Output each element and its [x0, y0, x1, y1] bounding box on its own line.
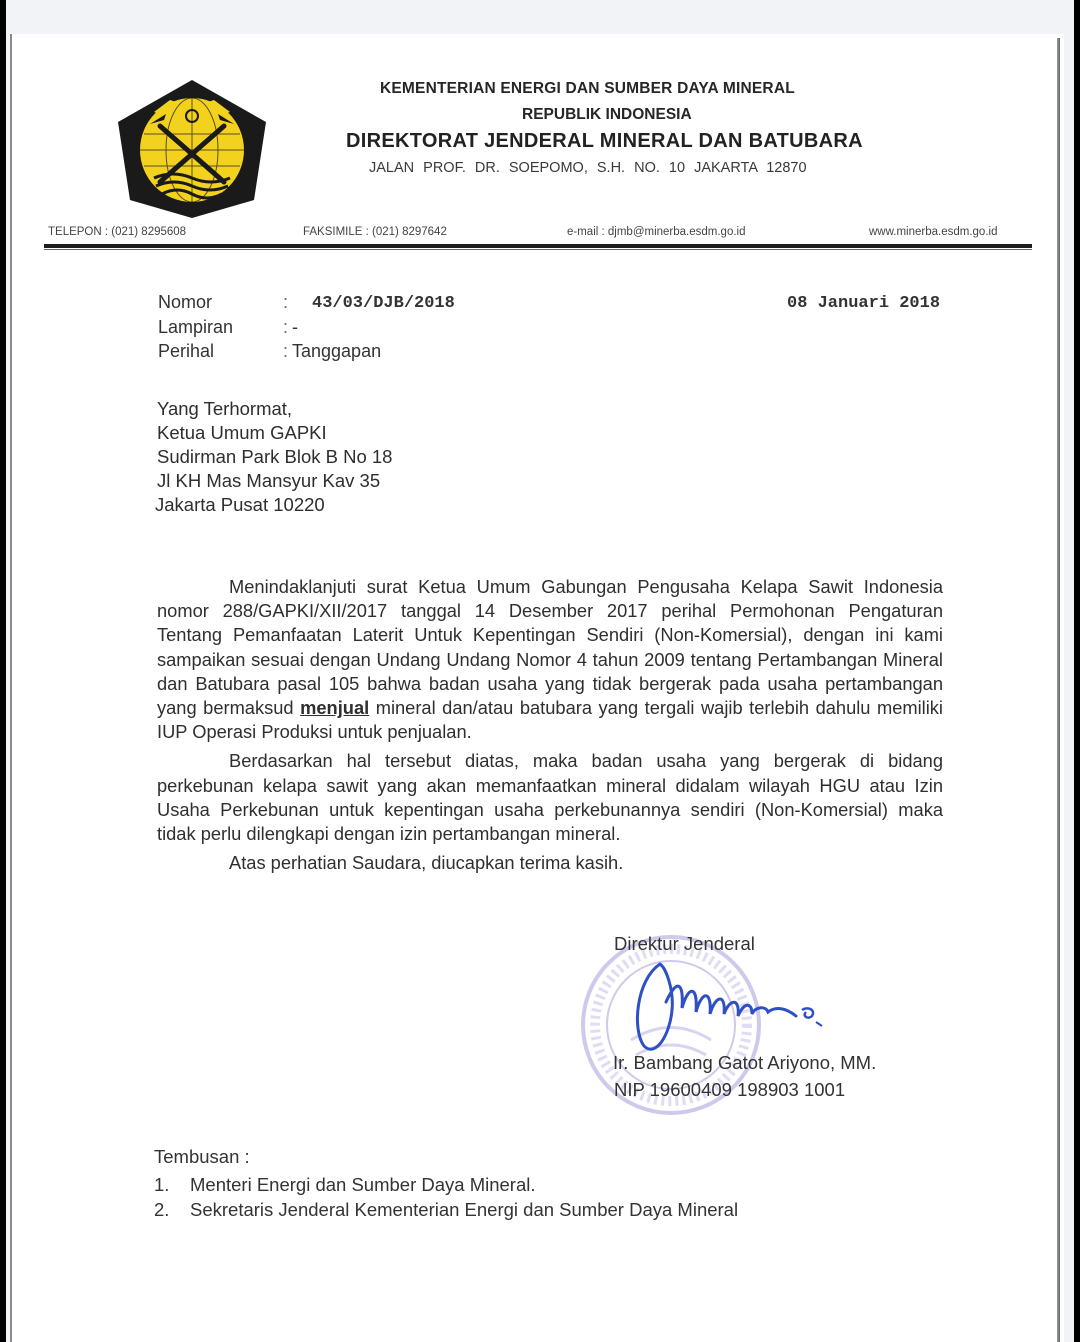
recipient-line: Sudirman Park Blok B No 18: [157, 446, 393, 467]
nomor-label: Nomor: [158, 292, 213, 312]
letterhead-divider: [44, 244, 1032, 248]
salutation: Yang Terhormat,: [157, 398, 293, 419]
cc-title: Tembusan :: [154, 1146, 250, 1167]
body-paragraph-2: Berdasarkan hal tersebut diatas, maka badan usaha yang bergerak di bidang perkebunan kelapa sawit yang akan memanfaatkan mineral didalam wilayah HGU atau Izin Usaha Perkebunan untuk kepentingan usaha perkebunannya sendiri (Non-Komersial) maka tidak perlu dilengkapi dengan izin pertambangan mineral.: [157, 750, 943, 845]
website: www.minerba.esdm.go.id: [869, 226, 998, 238]
signatory-name: Ir. Bambang Gatot Ariyono, MM.: [613, 1052, 877, 1073]
body-paragraph-1: Menindaklanjuti surat Ketua Umum Gabungan Pengusaha Kelapa Sawit Indonesia nomor 288/GAPKI/XII/2017 tanggal 14 Desember 2017 perihal Permohonan Pengaturan Tentang Pemanfaatan Laterit Untuk Kepentingan Sendiri (Non-Komersial), dengan ini kami sampaikan sesuai dengan Undang Undang Nomor 4 tahun 2009 tentang Pertambangan Mineral dan Batubara pasal 105 bahwa badan usaha yang tidak bergerak pada usaha pertambangan yang bermaksud menjual mineral dan/atau batubara yang tergali wajib terlebih dahulu memiliki IUP Operasi Produksi untuk penjualan.: [157, 576, 943, 743]
cc-item-number: 1.: [154, 1174, 170, 1195]
body-paragraph-3: Atas perhatian Saudara, diucapkan terima kasih.: [229, 852, 624, 874]
fax: FAKSIMILE : (021) 8297642: [303, 226, 447, 238]
letter-body: [157, 575, 943, 875]
country-name: REPUBLIK INDONESIA: [522, 106, 692, 123]
email: e-mail : djmb@minerba.esdm.go.id: [567, 226, 746, 238]
page-edge: [1057, 38, 1060, 1342]
recipient-line: Jl KH Mas Mansyur Kav 35: [157, 470, 381, 491]
ministry-name: KEMENTERIAN ENERGI DAN SUMBER DAYA MINERAL: [380, 80, 795, 97]
perihal-label: Perihal: [158, 341, 215, 361]
signatory-title: Direktur Jenderal: [614, 933, 755, 954]
recipient-line: Jakarta Pusat 10220: [155, 494, 325, 515]
letter-number: 43/03/DJB/2018: [312, 294, 455, 313]
lampiran-value: -: [292, 317, 298, 337]
letter-date: 08 Januari 2018: [787, 294, 941, 313]
directorate-name: DIREKTORAT JENDERAL MINERAL DAN BATUBARA: [346, 130, 863, 152]
perihal-colon: :: [283, 341, 289, 361]
lampiran-colon: :: [283, 317, 289, 337]
cc-item: Menteri Energi dan Sumber Daya Mineral.: [190, 1174, 536, 1195]
ministry-emblem-icon: [114, 78, 270, 220]
emphasis-menjual: menjual: [300, 697, 370, 719]
cc-item: Sekretaris Jenderal Kementerian Energi dan Sumber Daya Mineral: [190, 1199, 739, 1220]
perihal-value: Tanggapan: [292, 341, 382, 361]
nomor-colon: :: [283, 292, 289, 312]
handwritten-signature-icon: [626, 950, 836, 1060]
office-address: JALAN PROF. DR. SOEPOMO, S.H. NO. 10 JAKARTA 12870: [369, 160, 807, 176]
lampiran-label: Lampiran: [158, 317, 234, 337]
signatory-nip: NIP 19600409 198903 1001: [614, 1079, 846, 1100]
letterhead-divider-thin: [44, 249, 1032, 250]
telephone: TELEPON : (021) 8295608: [48, 226, 187, 238]
recipient-line: Ketua Umum GAPKI: [157, 422, 327, 443]
cc-item-number: 2.: [154, 1199, 170, 1220]
